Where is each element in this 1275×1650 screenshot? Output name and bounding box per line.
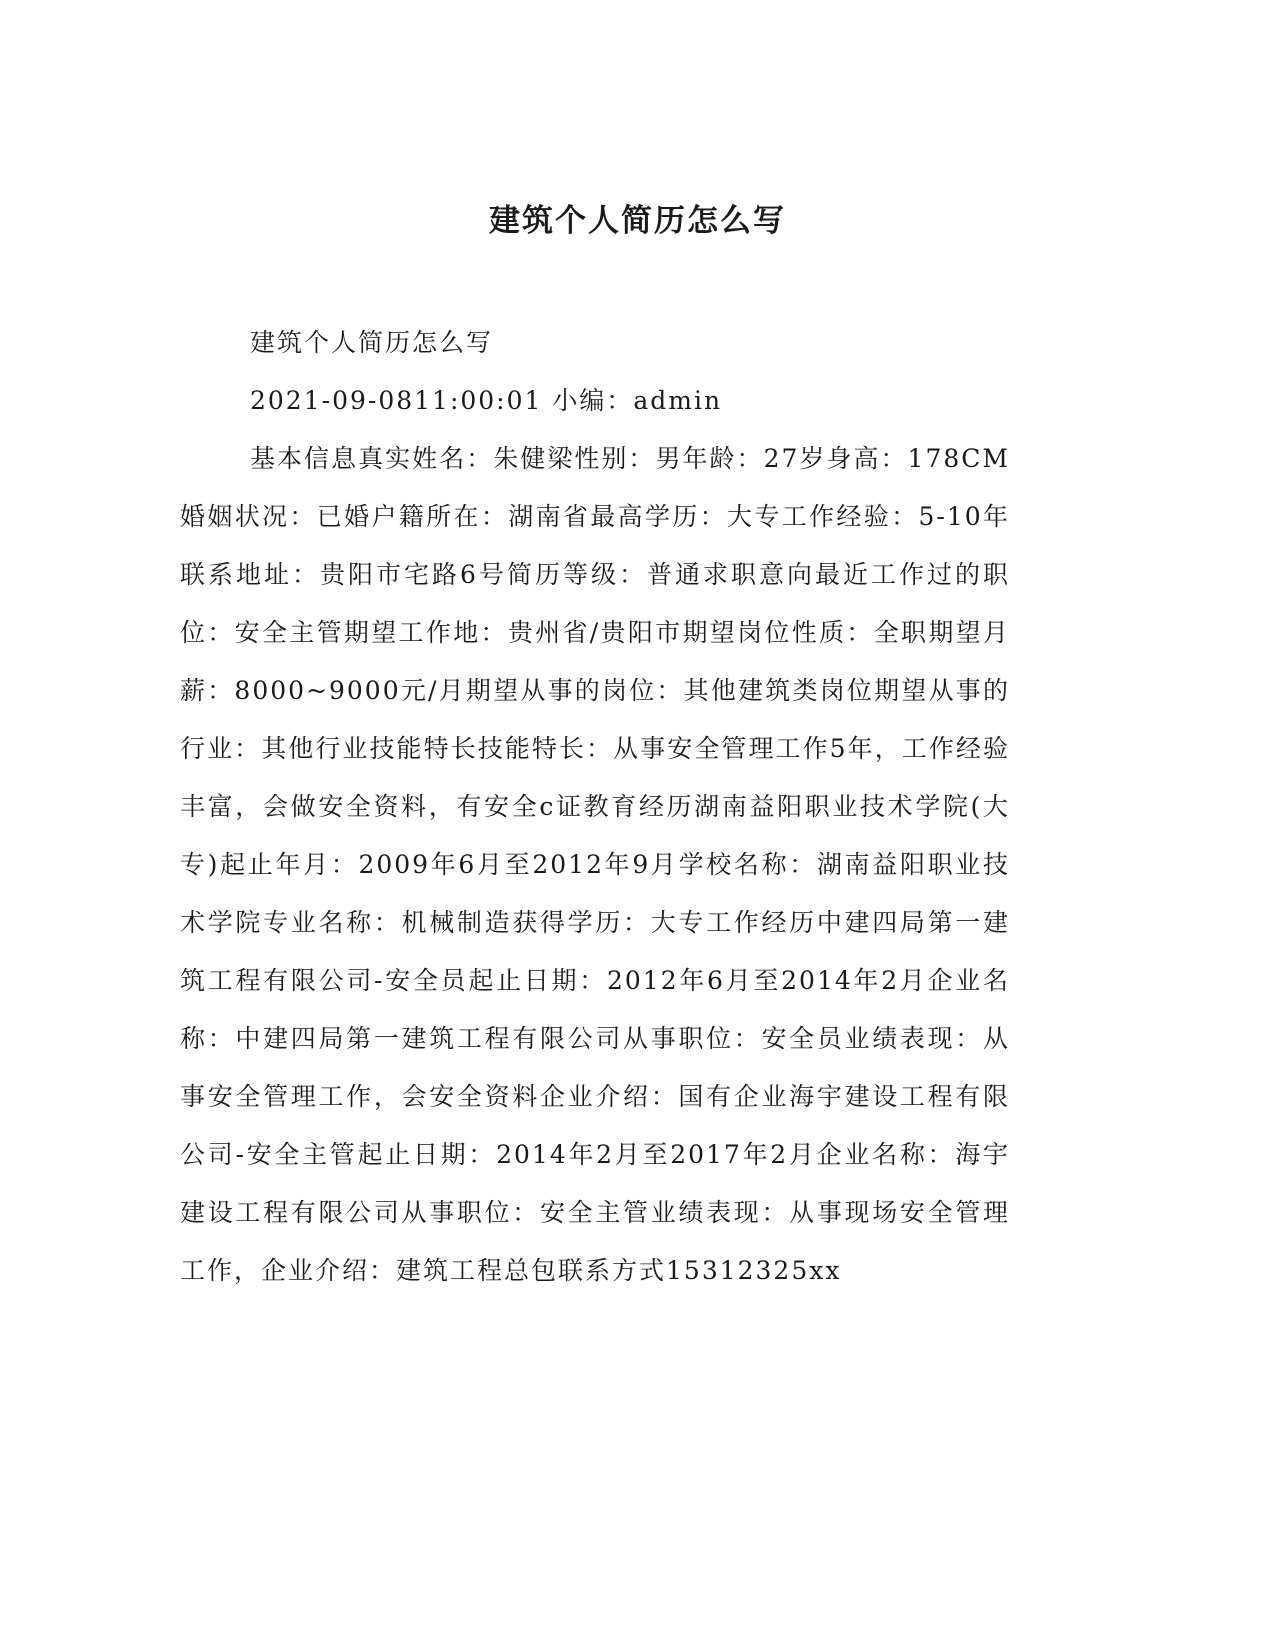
document-meta-line: 2021-09-0811:00:01 小编：admin [250,386,723,415]
document-content [180,314,1010,1300]
document-title: 建筑个人简历怎么写 [489,203,786,239]
document-subtitle: 建筑个人简历怎么写 [250,328,494,357]
document-body-paragraph: 基本信息真实姓名：朱健梁性别：男年龄：27岁身高：178CM婚姻状况：已婚户籍所在：湖南省最高学历：大专工作经验：5-10年联系地址：贵阳市宅路6号简历等级：普通求职意向最近工作过的职位：安全主管期望工作地：贵州省/贵阳市期望岗位性质：全职期望月薪：8000~9000元/月期望从事的岗位：其他建筑类岗位期望从事的行业：其他行业技能特长技能特长：从事安全管理工作5年，工作经验丰富，会做安全资料，有安全c证教育经历湖南益阳职业技术学院(大专)起止年月：2009年6月至2012年9月学校名称：湖南益阳职业技术学院专业名称：机械制造获得学历：大专工作经历中建四局第一建筑工程有限公司-安全员起止日期：2012年6月至2014年2月企业名称：中建四局第一建筑工程有限公司从事职位：安全员业绩表现：从事安全管理工作，会安全资料企业介绍：国有企业海宇建设工程有限公司-安全主管起止日期：2014年2月至2017年2月企业名称：海宇建设工程有限公司从事职位：安全主管业绩表现：从事现场安全管理工作，企业介绍：建筑工程总包联系方式15312325xx [180,444,1010,1285]
